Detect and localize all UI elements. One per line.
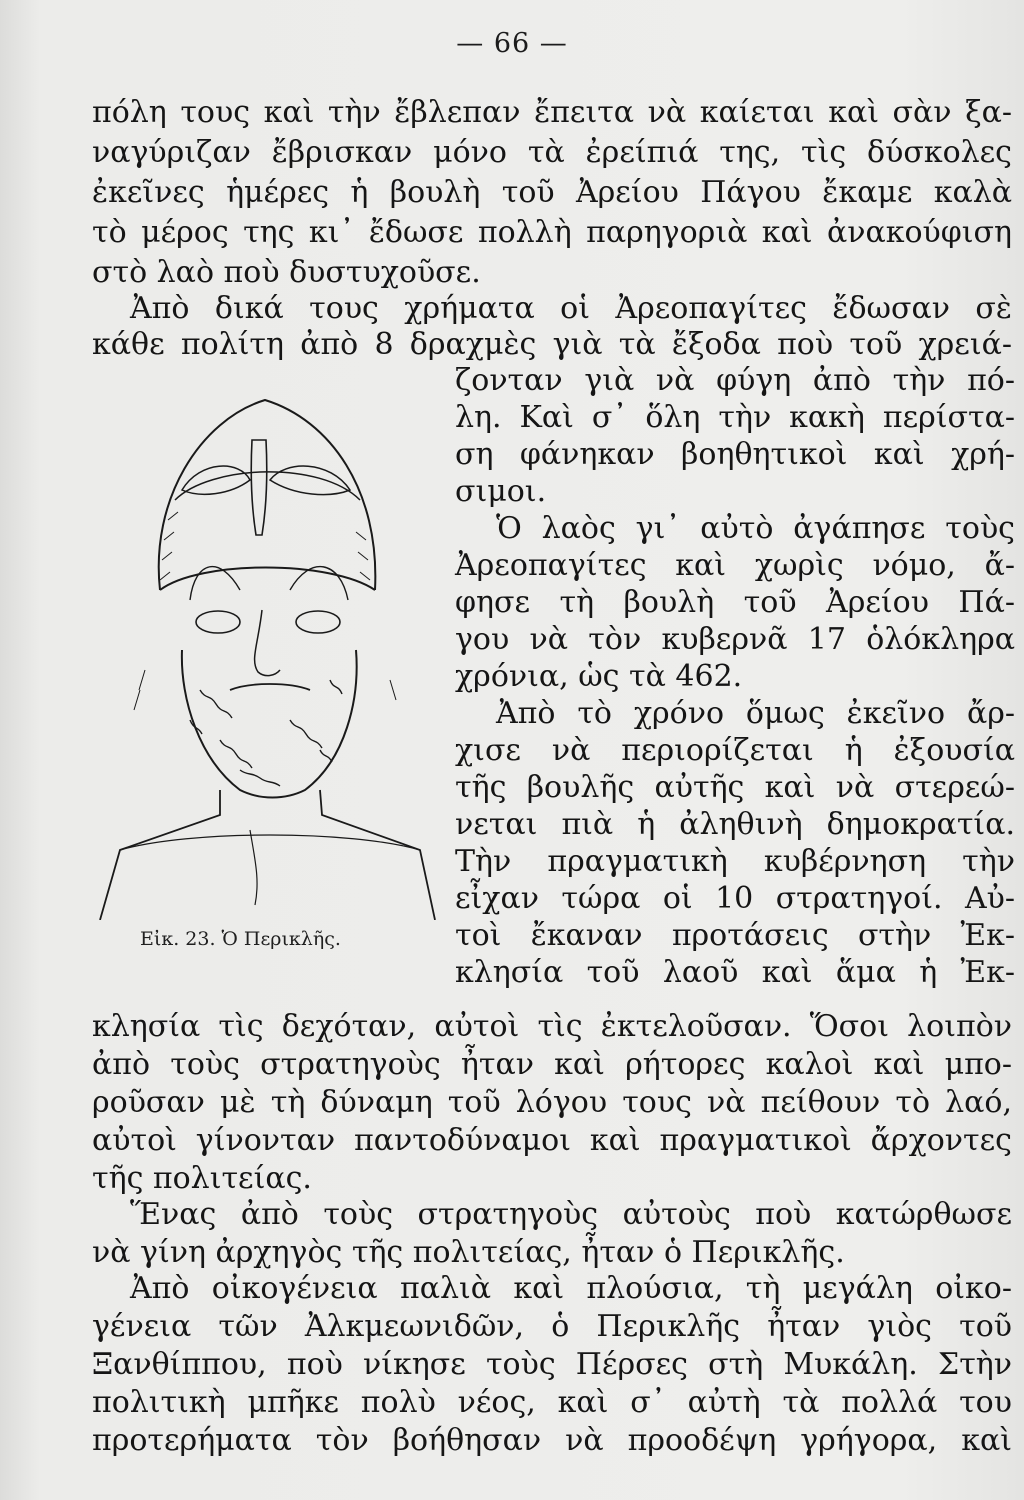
text-line: ναγύριζαν ἔβρισκαν μόνο τὰ ἐρείπιά της, τὶς δύσκολες	[92, 135, 1012, 170]
text-line: ροῦσαν μὲ τὴ δύναμη τοῦ λόγου τους νὰ πείθουν τὸ λαό,	[92, 1085, 1012, 1120]
page-number: — 66 —	[456, 28, 568, 59]
text-line: προτερήματα τὸν βοήθησαν νὰ προοδέψη γρήγορα, καὶ	[92, 1423, 1012, 1458]
text-line: εἶχαν τώρα οἱ 10 στρατηγοί. Αὐ-	[455, 881, 1015, 916]
text-line: στὸ λαὸ ποὺ δυστυχοῦσε.	[92, 255, 481, 290]
text-line: τοὶ ἔκαναν προτάσεις στὴν Ἐκ-	[455, 918, 1015, 953]
text-line: αὐτοὶ γίνονταν παντοδύναμοι καὶ πραγματικοὶ ἄρχοντες	[92, 1123, 1012, 1158]
text-line: Τὴν πραγματικὴ κυβέρνηση τὴν	[455, 844, 1015, 879]
text-line: σιμοι.	[455, 474, 547, 509]
text-line: Ἀπὸ οἰκογένεια παλιὰ καὶ πλούσια, τὴ μεγάλη οἰκο-	[130, 1271, 1012, 1306]
text-line: Ἀρεοπαγίτες καὶ χωρὶς νόμο, ἄ-	[455, 548, 1015, 583]
text-line: κλησία τὶς δεχόταν, αὐτοὶ τὶς ἐκτελοῦσαν. Ὅσοι λοιπὸν	[92, 1009, 1012, 1044]
text-line: Ὁ λαὸς γι᾿ αὐτὸ ἀγάπησε τοὺς	[496, 511, 1015, 546]
text-line: πόλη τους καὶ τὴν ἔβλεπαν ἔπειτα νὰ καίεται καὶ σὰν ξα-	[92, 95, 1012, 130]
text-line: τῆς πολιτείας.	[92, 1161, 312, 1196]
text-line: χρόνια, ὡς τὰ 462.	[455, 659, 743, 694]
text-line: Ἀπὸ τὸ χρόνο ὅμως ἐκεῖνο ἄρ-	[496, 696, 1015, 731]
text-line: ἐκεῖνες ἡμέρες ἡ βουλὴ τοῦ Ἀρείου Πάγου ἔκαμε καλὰ	[92, 175, 1012, 210]
text-line: ζονταν γιὰ νὰ φύγη ἀπὸ τὴν πό-	[455, 363, 1015, 398]
text-line: Ξανθίππου, ποὺ νίκησε τοὺς Πέρσες στὴ Μυκάλη. Στὴν	[92, 1347, 1012, 1382]
text-line: λη. Καὶ σ᾿ ὅλη τὴν κακὴ περίστα-	[455, 400, 1015, 435]
text-line: πολιτικὴ μπῆκε πολὺ νέος, καὶ σ᾿ αὐτὴ τὰ πολλά του	[92, 1385, 1012, 1420]
text-line: ση φάνηκαν βοηθητικοὶ καὶ χρή-	[455, 437, 1015, 472]
text-line: φησε τὴ βουλὴ τοῦ Ἀρείου Πά-	[455, 585, 1015, 620]
text-line: νὰ γίνη ἀρχηγὸς τῆς πολιτείας, ἦταν ὁ Περικλῆς.	[92, 1235, 845, 1270]
text-line: τῆς βουλῆς αὐτῆς καὶ νὰ στερεώ-	[455, 770, 1015, 805]
text-line: κάθε πολίτη ἀπὸ 8 δραχμὲς γιὰ τὰ ἔξοδα ποὺ τοῦ χρειά-	[92, 327, 1012, 362]
text-line: τὸ μέρος της κι᾿ ἔδωσε πολλὴ παρηγοριὰ καὶ ἀνακούφιση	[92, 215, 1012, 250]
text-line: γου νὰ τὸν κυβερνᾶ 17 ὁλόκληρα	[455, 622, 1015, 657]
figure-caption: Εἰκ. 23. Ὁ Περικλῆς.	[140, 928, 341, 950]
text-line: κλησία τοῦ λαοῦ καὶ ἅμα ἡ Ἐκ-	[455, 955, 1015, 990]
text-line: Ἀπὸ δικά τους χρήματα οἱ Ἀρεοπαγίτες ἔδωσαν σὲ	[130, 291, 1012, 326]
text-line: Ἕνας ἀπὸ τοὺς στρατηγοὺς αὐτοὺς ποὺ κατώρθωσε	[130, 1197, 1012, 1232]
text-line: νεται πιὰ ἡ ἀληθινὴ δημοκρατία.	[455, 807, 1015, 842]
text-line: γένεια τῶν Ἀλκμεωνιδῶν, ὁ Περικλῆς ἦταν γιὸς τοῦ	[92, 1309, 1012, 1344]
text-line: χισε νὰ περιορίζεται ἡ ἐξουσία	[455, 733, 1015, 768]
pericles-bust-icon	[90, 360, 450, 920]
text-line: ἀπὸ τοὺς στρατηγοὺς ἦταν καὶ ρήτορες καλοὶ καὶ μπο-	[92, 1047, 1012, 1082]
